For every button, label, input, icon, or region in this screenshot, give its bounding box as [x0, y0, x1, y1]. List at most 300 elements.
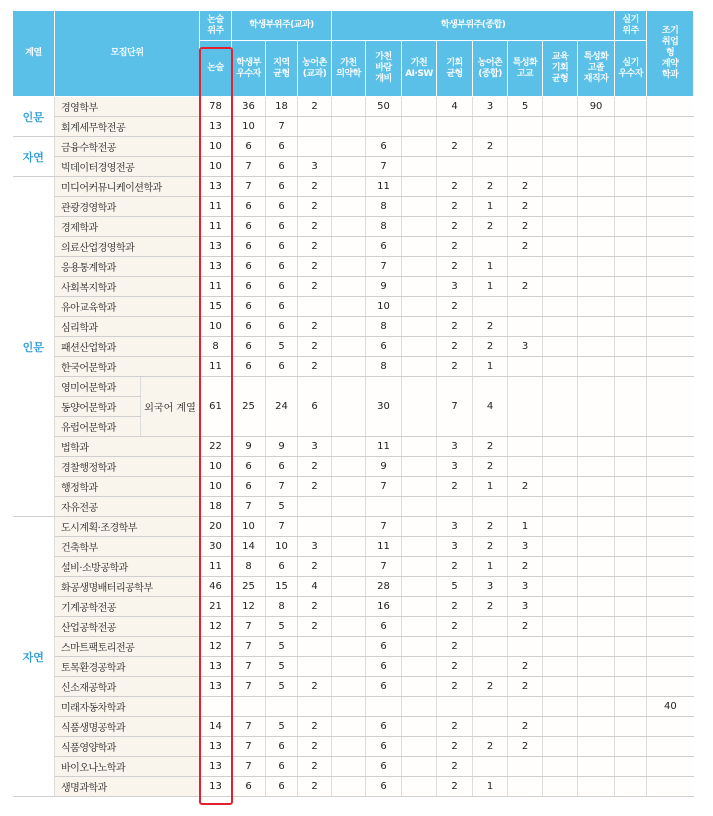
quota-cell: 6	[366, 677, 402, 697]
header-essay-group: 논술 위주	[200, 11, 232, 41]
header-essay: 논술	[200, 41, 232, 97]
quota-cell: 25	[232, 577, 266, 597]
unit-name-cell: 심리학과	[55, 317, 200, 337]
table-row	[13, 637, 694, 657]
quota-cell	[647, 777, 694, 797]
quota-cell	[647, 537, 694, 557]
quota-cell	[578, 517, 615, 537]
quota-cell	[647, 477, 694, 497]
unit-name-cell: 금융수학전공	[55, 137, 200, 157]
unit-name-cell: 화공생명배터리공학부	[55, 577, 200, 597]
quota-cell: 8	[366, 317, 402, 337]
quota-cell: 6	[266, 357, 298, 377]
quota-cell: 2	[508, 197, 543, 217]
quota-cell	[402, 577, 437, 597]
quota-cell: 3	[508, 337, 543, 357]
table-row	[13, 197, 694, 217]
quota-cell	[508, 257, 543, 277]
table-row	[13, 97, 694, 117]
quota-cell: 2	[508, 217, 543, 237]
quota-cell: 2	[508, 617, 543, 637]
quota-cell: 2	[508, 277, 543, 297]
quota-cell	[402, 257, 437, 277]
quota-cell	[402, 357, 437, 377]
quota-cell: 9	[232, 437, 266, 457]
quota-cell: 78	[200, 97, 232, 117]
quota-cell: 11	[200, 557, 232, 577]
quota-cell: 2	[473, 677, 508, 697]
quota-cell: 6	[298, 377, 332, 437]
quota-cell	[200, 697, 232, 717]
quota-cell: 2	[437, 737, 473, 757]
quota-cell	[543, 477, 578, 497]
quota-cell	[543, 457, 578, 477]
table-row	[13, 137, 694, 157]
quota-cell: 2	[473, 597, 508, 617]
quota-cell: 2	[298, 177, 332, 197]
quota-cell	[508, 317, 543, 337]
quota-cell	[647, 637, 694, 657]
header-hs-comp-col: 기회 균형	[437, 41, 473, 97]
quota-cell: 2	[437, 597, 473, 617]
quota-cell	[473, 237, 508, 257]
quota-cell: 6	[232, 457, 266, 477]
quota-cell: 12	[200, 617, 232, 637]
quota-cell: 2	[508, 557, 543, 577]
quota-cell: 50	[366, 97, 402, 117]
quota-cell: 22	[200, 437, 232, 457]
quota-cell: 2	[508, 657, 543, 677]
quota-cell: 7	[366, 157, 402, 177]
quota-cell	[615, 457, 647, 477]
quota-cell	[332, 177, 366, 197]
quota-cell	[615, 697, 647, 717]
quota-cell: 7	[366, 557, 402, 577]
quota-cell: 10	[200, 157, 232, 177]
unit-name-cell: 생명과학과	[55, 777, 200, 797]
quota-cell	[615, 197, 647, 217]
quota-cell	[332, 737, 366, 757]
quota-cell	[543, 657, 578, 677]
quota-cell: 5	[266, 617, 298, 637]
quota-cell	[298, 137, 332, 157]
quota-cell	[578, 297, 615, 317]
quota-cell: 2	[437, 757, 473, 777]
quota-cell	[508, 697, 543, 717]
quota-cell: 2	[437, 137, 473, 157]
quota-cell: 11	[366, 177, 402, 197]
unit-name-cell: 법학과	[55, 437, 200, 457]
quota-cell	[543, 697, 578, 717]
quota-cell: 2	[437, 197, 473, 217]
quota-cell: 1	[473, 557, 508, 577]
quota-cell	[543, 577, 578, 597]
quota-cell	[615, 297, 647, 317]
quota-cell: 11	[200, 217, 232, 237]
quota-cell: 6	[266, 317, 298, 337]
quota-cell: 7	[232, 657, 266, 677]
quota-cell	[578, 377, 615, 437]
unit-name-cell: 스마트팩토리전공	[55, 637, 200, 657]
quota-cell	[647, 457, 694, 477]
quota-cell	[366, 117, 402, 137]
category-cell: 자연	[13, 517, 55, 797]
quota-cell	[332, 257, 366, 277]
quota-cell: 6	[266, 557, 298, 577]
quota-cell: 1	[473, 777, 508, 797]
quota-cell	[615, 117, 647, 137]
quota-cell	[402, 677, 437, 697]
quota-cell: 5	[508, 97, 543, 117]
quota-cell	[647, 377, 694, 437]
quota-cell: 16	[366, 597, 402, 617]
quota-cell	[298, 497, 332, 517]
quota-cell: 2	[298, 217, 332, 237]
quota-cell	[647, 677, 694, 697]
unit-name-cell: 관광경영학과	[55, 197, 200, 217]
quota-cell: 5	[437, 577, 473, 597]
quota-cell: 7	[232, 717, 266, 737]
header-hs-comp-col: 농어촌 (종합)	[473, 41, 508, 97]
quota-cell	[647, 97, 694, 117]
unit-name-cell: 식품영양학과	[55, 737, 200, 757]
quota-cell: 30	[200, 537, 232, 557]
quota-cell: 3	[508, 577, 543, 597]
quota-cell: 2	[437, 317, 473, 337]
quota-cell: 3	[298, 437, 332, 457]
quota-cell	[332, 717, 366, 737]
header-unit: 모집단위	[55, 11, 200, 97]
quota-cell: 2	[508, 717, 543, 737]
quota-cell	[508, 377, 543, 437]
quota-cell	[543, 97, 578, 117]
quota-cell: 10	[266, 537, 298, 557]
quota-cell	[332, 597, 366, 617]
quota-cell	[473, 297, 508, 317]
header-hs-comp-col: 가천 의약학	[332, 41, 366, 97]
quota-cell	[473, 757, 508, 777]
quota-cell: 2	[437, 357, 473, 377]
quota-cell	[332, 377, 366, 437]
quota-cell	[543, 337, 578, 357]
quota-cell	[578, 317, 615, 337]
table-row	[13, 377, 694, 397]
quota-cell	[332, 317, 366, 337]
quota-cell: 7	[232, 737, 266, 757]
header-early-job-contract: 조기 취업 형 계약 학과	[647, 11, 694, 97]
quota-cell: 2	[437, 657, 473, 677]
quota-cell	[578, 697, 615, 717]
quota-cell: 15	[266, 577, 298, 597]
quota-cell: 2	[473, 517, 508, 537]
quota-cell	[615, 157, 647, 177]
quota-cell	[578, 197, 615, 217]
quota-cell: 6	[266, 237, 298, 257]
unit-name-cell: 설비·소방공학과	[55, 557, 200, 577]
quota-cell	[578, 717, 615, 737]
quota-cell	[578, 597, 615, 617]
quota-cell: 2	[437, 557, 473, 577]
quota-cell: 3	[437, 537, 473, 557]
quota-cell	[543, 317, 578, 337]
quota-cell	[578, 657, 615, 677]
quota-cell: 2	[437, 777, 473, 797]
quota-cell	[402, 717, 437, 737]
quota-cell	[615, 637, 647, 657]
quota-cell: 28	[366, 577, 402, 597]
quota-cell: 2	[437, 637, 473, 657]
quota-cell	[332, 677, 366, 697]
quota-cell: 2	[437, 717, 473, 737]
quota-cell: 5	[266, 657, 298, 677]
quota-cell: 11	[200, 197, 232, 217]
quota-cell	[615, 177, 647, 197]
quota-cell: 2	[473, 737, 508, 757]
quota-cell: 13	[200, 757, 232, 777]
unit-name-cell: 미래자동차학과	[55, 697, 200, 717]
quota-cell	[332, 757, 366, 777]
quota-cell	[332, 557, 366, 577]
quota-cell: 8	[366, 357, 402, 377]
unit-name-cell: 유아교육학과	[55, 297, 200, 317]
quota-cell: 7	[232, 497, 266, 517]
table-row	[13, 517, 694, 537]
quota-cell	[578, 497, 615, 517]
quota-cell	[298, 697, 332, 717]
quota-cell: 7	[232, 677, 266, 697]
quota-cell: 6	[266, 197, 298, 217]
quota-cell: 3	[437, 277, 473, 297]
quota-cell: 8	[266, 597, 298, 617]
quota-cell	[543, 157, 578, 177]
unit-name-cell: 응용통계학과	[55, 257, 200, 277]
quota-cell: 9	[366, 277, 402, 297]
quota-cell: 40	[647, 697, 694, 717]
quota-cell	[508, 637, 543, 657]
quota-cell	[578, 217, 615, 237]
quota-cell	[647, 277, 694, 297]
unit-name-cell: 경영학부	[55, 97, 200, 117]
quota-cell: 2	[298, 257, 332, 277]
quota-cell	[266, 697, 298, 717]
quota-cell: 7	[366, 257, 402, 277]
quota-cell: 2	[298, 317, 332, 337]
quota-cell: 6	[232, 277, 266, 297]
table-row	[13, 697, 694, 717]
quota-cell: 8	[200, 337, 232, 357]
quota-cell: 14	[200, 717, 232, 737]
quota-cell	[332, 457, 366, 477]
unit-name-cell: 미디어커뮤니케이션학과	[55, 177, 200, 197]
header-hs-subject-group: 학생부위주(교과)	[232, 11, 332, 41]
unit-name-cell: 신소재공학과	[55, 677, 200, 697]
quota-cell: 2	[473, 457, 508, 477]
quota-cell	[402, 557, 437, 577]
quota-cell	[543, 717, 578, 737]
quota-cell	[473, 697, 508, 717]
quota-cell	[578, 677, 615, 697]
unit-name-cell: 경찰행정학과	[55, 457, 200, 477]
unit-name-cell: 토목환경공학과	[55, 657, 200, 677]
quota-cell	[543, 437, 578, 457]
quota-cell	[402, 297, 437, 317]
quota-cell	[615, 617, 647, 637]
category-cell: 인문	[13, 97, 55, 137]
quota-cell: 8	[232, 557, 266, 577]
quota-cell: 6	[232, 477, 266, 497]
quota-cell: 2	[437, 617, 473, 637]
table-row	[13, 277, 694, 297]
table-row	[13, 777, 694, 797]
quota-cell: 21	[200, 597, 232, 617]
unit-name-cell: 행정학과	[55, 477, 200, 497]
table-row	[13, 237, 694, 257]
quota-cell: 6	[266, 277, 298, 297]
quota-cell: 3	[508, 537, 543, 557]
quota-cell	[473, 657, 508, 677]
table-row	[13, 617, 694, 637]
quota-cell: 6	[232, 357, 266, 377]
quota-cell: 15	[200, 297, 232, 317]
table-row	[13, 357, 694, 377]
quota-cell	[437, 157, 473, 177]
table-body	[13, 97, 694, 797]
table-row	[13, 457, 694, 477]
quota-cell	[402, 777, 437, 797]
quota-cell	[543, 557, 578, 577]
quota-cell: 1	[473, 197, 508, 217]
quota-cell: 6	[366, 717, 402, 737]
quota-cell	[615, 537, 647, 557]
quota-cell: 2	[298, 457, 332, 477]
quota-cell	[508, 437, 543, 457]
quota-cell: 2	[508, 177, 543, 197]
quota-cell	[615, 597, 647, 617]
quota-cell	[615, 577, 647, 597]
quota-cell: 11	[366, 537, 402, 557]
quota-cell: 14	[232, 537, 266, 557]
quota-cell: 36	[232, 97, 266, 117]
quota-cell	[473, 157, 508, 177]
quota-cell	[508, 117, 543, 137]
quota-cell	[366, 497, 402, 517]
quota-cell	[615, 477, 647, 497]
quota-cell: 9	[366, 457, 402, 477]
quota-cell: 7	[232, 617, 266, 637]
quota-cell	[332, 577, 366, 597]
quota-cell: 61	[200, 377, 232, 437]
table-row	[13, 117, 694, 137]
table-row	[13, 757, 694, 777]
quota-cell: 7	[366, 517, 402, 537]
quota-cell: 18	[266, 97, 298, 117]
quota-cell: 2	[508, 477, 543, 497]
unit-name-cell: 사회복지학과	[55, 277, 200, 297]
quota-cell: 2	[473, 317, 508, 337]
quota-cell	[332, 277, 366, 297]
quota-cell	[366, 697, 402, 717]
quota-cell: 4	[437, 97, 473, 117]
quota-cell: 5	[266, 717, 298, 737]
table-row	[13, 677, 694, 697]
quota-cell	[232, 697, 266, 717]
quota-cell	[402, 697, 437, 717]
quota-cell	[402, 657, 437, 677]
quota-cell	[473, 717, 508, 737]
unit-name-cell: 건축학부	[55, 537, 200, 557]
quota-cell	[298, 517, 332, 537]
header-practical-group: 실기 위주	[615, 11, 647, 41]
quota-cell: 6	[366, 617, 402, 637]
quota-cell: 2	[298, 477, 332, 497]
quota-cell	[543, 777, 578, 797]
header-hs-comp-col: 특성화 고교	[508, 41, 543, 97]
table-row	[13, 577, 694, 597]
quota-cell: 11	[200, 277, 232, 297]
quota-cell: 6	[366, 137, 402, 157]
quota-cell	[647, 617, 694, 637]
quota-cell: 12	[200, 637, 232, 657]
quota-cell	[615, 777, 647, 797]
quota-cell	[332, 157, 366, 177]
unit-name-cell: 산업공학전공	[55, 617, 200, 637]
table-row	[13, 297, 694, 317]
quota-cell	[647, 337, 694, 357]
quota-cell: 13	[200, 257, 232, 277]
quota-cell: 13	[200, 777, 232, 797]
quota-cell: 2	[298, 337, 332, 357]
quota-cell: 2	[298, 737, 332, 757]
quota-cell	[647, 317, 694, 337]
quota-cell	[543, 177, 578, 197]
quota-cell	[402, 617, 437, 637]
quota-cell: 5	[266, 337, 298, 357]
quota-cell: 10	[200, 317, 232, 337]
quota-cell: 2	[437, 337, 473, 357]
quota-cell	[543, 737, 578, 757]
quota-cell: 2	[473, 537, 508, 557]
quota-cell: 7	[266, 517, 298, 537]
table-row	[13, 317, 694, 337]
quota-cell	[543, 217, 578, 237]
category-cell: 인문	[13, 177, 55, 517]
quota-cell	[402, 377, 437, 437]
quota-cell: 2	[473, 217, 508, 237]
quota-cell: 2	[298, 237, 332, 257]
quota-cell	[615, 357, 647, 377]
quota-cell	[647, 137, 694, 157]
quota-cell	[402, 277, 437, 297]
quota-cell	[543, 677, 578, 697]
quota-cell: 10	[200, 457, 232, 477]
quota-cell	[402, 157, 437, 177]
quota-cell	[615, 677, 647, 697]
quota-cell: 6	[266, 457, 298, 477]
quota-cell: 3	[437, 437, 473, 457]
quota-cell	[647, 217, 694, 237]
quota-cell	[402, 537, 437, 557]
quota-cell: 2	[298, 357, 332, 377]
quota-cell	[332, 537, 366, 557]
quota-cell: 10	[200, 137, 232, 157]
quota-cell	[647, 757, 694, 777]
quota-cell	[647, 557, 694, 577]
quota-cell: 10	[232, 517, 266, 537]
quota-cell: 2	[437, 177, 473, 197]
quota-cell	[508, 777, 543, 797]
quota-cell: 3	[437, 457, 473, 477]
quota-cell	[402, 337, 437, 357]
